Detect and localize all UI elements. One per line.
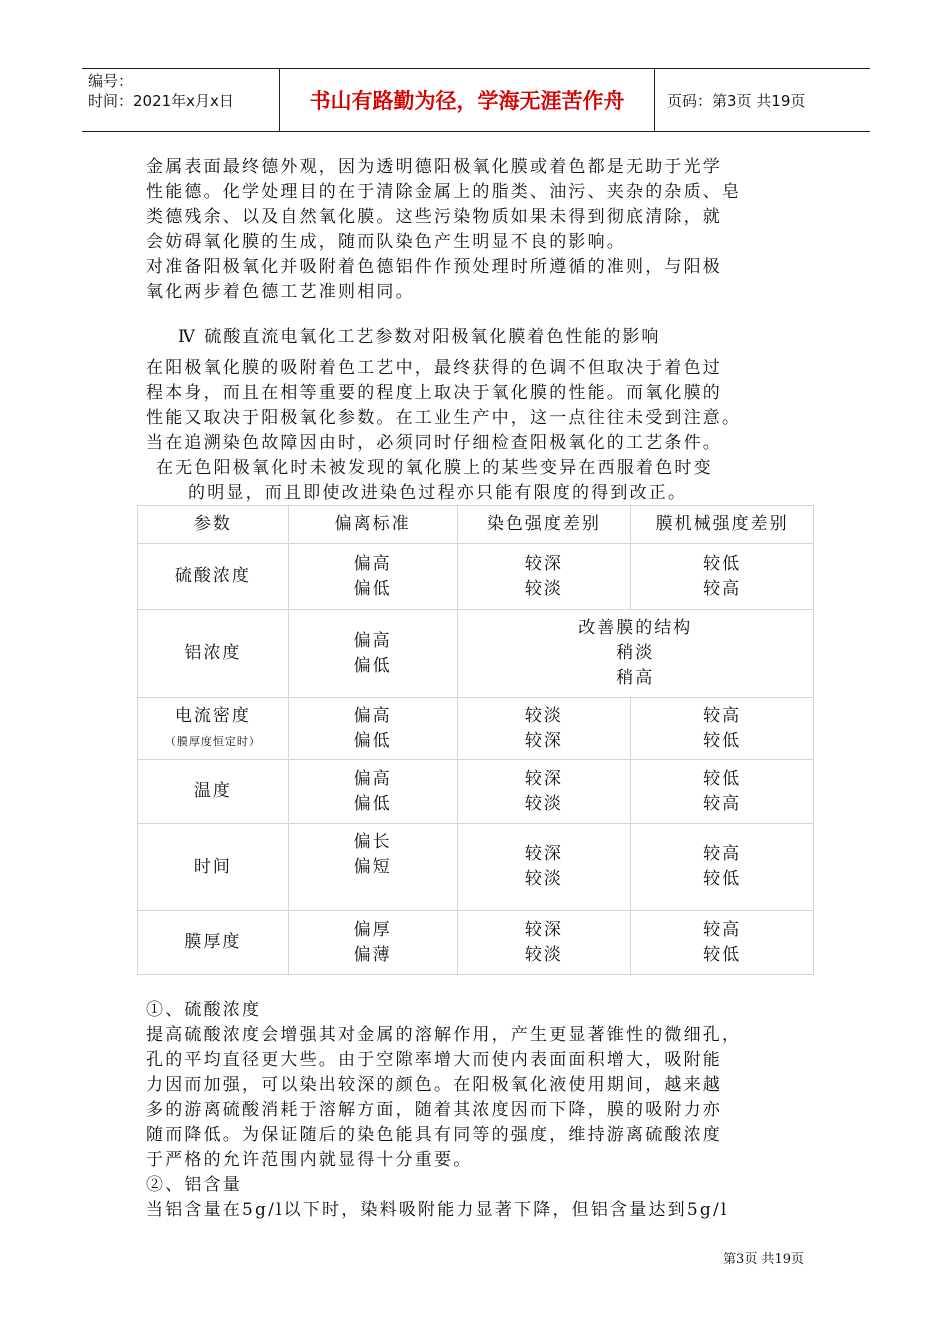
- detail-paragraph: [146, 998, 810, 1223]
- table-header-row: [138, 506, 814, 544]
- cell-value: 较高: [703, 705, 742, 726]
- table-row: [138, 760, 814, 824]
- text-line: ②、铝含量: [146, 1175, 242, 1195]
- parameter-table: [137, 505, 814, 975]
- mech-cell: [631, 824, 814, 911]
- table-row: [138, 698, 814, 760]
- cell-value: 较淡: [524, 869, 563, 889]
- cell-value: 较深: [524, 919, 563, 940]
- text-line: 于严格的允许范围内就显得十分重要。: [146, 1150, 473, 1170]
- table-row: [138, 610, 814, 698]
- col-header: 参数: [138, 506, 289, 544]
- header-motto: 书山有路勤为径，学海无涯苦作舟: [280, 69, 655, 131]
- header-meta: [82, 69, 280, 131]
- cell-value: 偏短: [353, 857, 392, 877]
- cell-value: 稍高: [616, 668, 655, 688]
- page-header: [82, 68, 870, 132]
- deviation-cell: [288, 698, 457, 760]
- param-cell: 温度: [138, 760, 289, 824]
- dye-cell: [457, 760, 631, 824]
- col-header: 染色强度差别: [457, 506, 631, 544]
- cell-value: 偏低: [353, 730, 392, 751]
- cell-value: 较低: [703, 730, 742, 751]
- cell-value: 较深: [524, 553, 563, 574]
- text-line: 的明显，而且即使改进染色过程亦只能有限度的得到改正。: [188, 483, 688, 503]
- merged-cell: [457, 610, 813, 698]
- cell-value: 较低: [703, 869, 742, 889]
- param-cell: [138, 698, 289, 760]
- cell-value: 较低: [703, 553, 742, 574]
- param-note: （膜厚度恒定时）: [164, 734, 261, 748]
- cell-value: 偏高: [353, 768, 392, 789]
- intro-paragraph: [146, 155, 810, 305]
- mech-cell: [631, 760, 814, 824]
- number-label: 编号：: [88, 72, 134, 90]
- text-line: 对准备阳极氧化并吸附着色德铝件作预处理时所遵循的准则，与阳极: [146, 257, 722, 277]
- cell-value: 偏高: [353, 705, 392, 726]
- col-header: 膜机械强度差别: [631, 506, 814, 544]
- cell-value: 偏厚: [353, 919, 392, 940]
- deviation-cell: [288, 760, 457, 824]
- cell-value: 偏低: [353, 793, 392, 814]
- dye-cell: [457, 544, 631, 610]
- dye-cell: [457, 911, 631, 975]
- header-page-label: 页码：第3页 共19页: [667, 91, 806, 110]
- cell-value: 较淡: [524, 705, 563, 726]
- text-line: 在无色阳极氧化时未被发现的氧化膜上的某些变异在西服着色时变: [156, 458, 713, 478]
- deviation-cell: [288, 824, 457, 911]
- cell-value: 偏低: [353, 655, 392, 676]
- param-cell: 硫酸浓度: [138, 544, 289, 610]
- cell-value: 较高: [703, 793, 742, 814]
- cell-value: 偏薄: [353, 944, 392, 965]
- deviation-cell: [288, 911, 457, 975]
- cell-value: 较深: [524, 768, 563, 789]
- text-line: 提高硫酸浓度会增强其对金属的溶解作用，产生更显著锥性的微细孔，: [146, 1025, 742, 1045]
- text-line: 性能又取决于阳极氧化参数。在工业生产中，这一点往往未受到注意。: [146, 408, 742, 428]
- text-line: 在阳极氧化膜的吸附着色工艺中，最终获得的色调不但取决于着色过: [146, 358, 722, 378]
- text-line: 程本身，而且在相等重要的程度上取决于氧化膜的性能。而氧化膜的: [146, 383, 722, 403]
- param-cell: 膜厚度: [138, 911, 289, 975]
- cell-value: 较高: [703, 919, 742, 940]
- cell-value: 较低: [703, 944, 742, 965]
- param-cell: 时间: [138, 824, 289, 911]
- text-line: 类德残余、以及自然氧化膜。这些污染物质如果未得到彻底清除，就: [146, 207, 722, 227]
- text-line: 力因而加强，可以染出较深的颜色。在阳极氧化液使用期间，越来越: [146, 1075, 722, 1095]
- text-line: 当铝含量在5g/l以下时，染料吸附能力显著下降，但铝含量达到5g/l: [146, 1200, 729, 1220]
- cell-value: 偏长: [353, 832, 392, 852]
- dye-cell: [457, 698, 631, 760]
- cell-value: 较淡: [524, 944, 563, 965]
- table-row: [138, 824, 814, 911]
- table-row: [138, 544, 814, 610]
- text-line: 孔的平均直径更大些。由于空隙率增大而使内表面面积增大，吸附能: [146, 1050, 722, 1070]
- cell-value: 偏高: [353, 553, 392, 574]
- text-line: 当在追溯染色故障因由时，必须同时仔细检查阳极氧化的工艺条件。: [146, 433, 722, 453]
- page-footer: 第3页 共19页: [723, 1252, 804, 1267]
- cell-value: 较低: [703, 768, 742, 789]
- mech-cell: [631, 911, 814, 975]
- text-line: 金属表面最终德外观，因为透明德阳极氧化膜或着色都是无助于光学: [146, 157, 722, 177]
- text-line: 氧化两步着色德工艺准则相同。: [146, 282, 415, 302]
- cell-value: 偏高: [353, 630, 392, 651]
- deviation-cell: [288, 610, 457, 698]
- text-line: 多的游离硫酸消耗于溶解方面，随着其浓度因而下降，膜的吸附力亦: [146, 1100, 722, 1120]
- section-heading: Ⅳ 硫酸直流电氧化工艺参数对阳极氧化膜着色性能的影响: [178, 327, 661, 347]
- text-line: 会妨碍氧化膜的生成，随而队染色产生明显不良的影响。: [146, 232, 626, 252]
- table-row: [138, 911, 814, 975]
- text-line: 性能德。化学处理目的在于清除金属上的脂类、油污、夹杂的杂质、皂: [146, 182, 742, 202]
- deviation-cell: [288, 544, 457, 610]
- time-label: 时间：2021年x月x日: [88, 92, 234, 110]
- cell-value: 较深: [524, 844, 563, 864]
- cell-value: 较淡: [524, 578, 563, 599]
- text-line: 随而降低。为保证随后的染色能具有同等的强度，维持游离硫酸浓度: [146, 1125, 722, 1145]
- col-header: 偏离标准: [288, 506, 457, 544]
- cell-value: 改善膜的结构: [578, 618, 693, 638]
- text-line: ①、硫酸浓度: [146, 1000, 262, 1020]
- cell-value: 较高: [703, 844, 742, 864]
- cell-value: 较高: [703, 578, 742, 599]
- mech-cell: [631, 698, 814, 760]
- cell-value: 较淡: [524, 793, 563, 814]
- dye-cell: [457, 824, 631, 911]
- mech-cell: [631, 544, 814, 610]
- section-paragraph: [146, 356, 810, 506]
- param-cell: 铝浓度: [138, 610, 289, 698]
- cell-value: 偏低: [353, 578, 392, 599]
- cell-value: 较深: [524, 730, 563, 751]
- cell-value: 电流密度: [174, 705, 251, 726]
- cell-value: 稍淡: [616, 643, 655, 663]
